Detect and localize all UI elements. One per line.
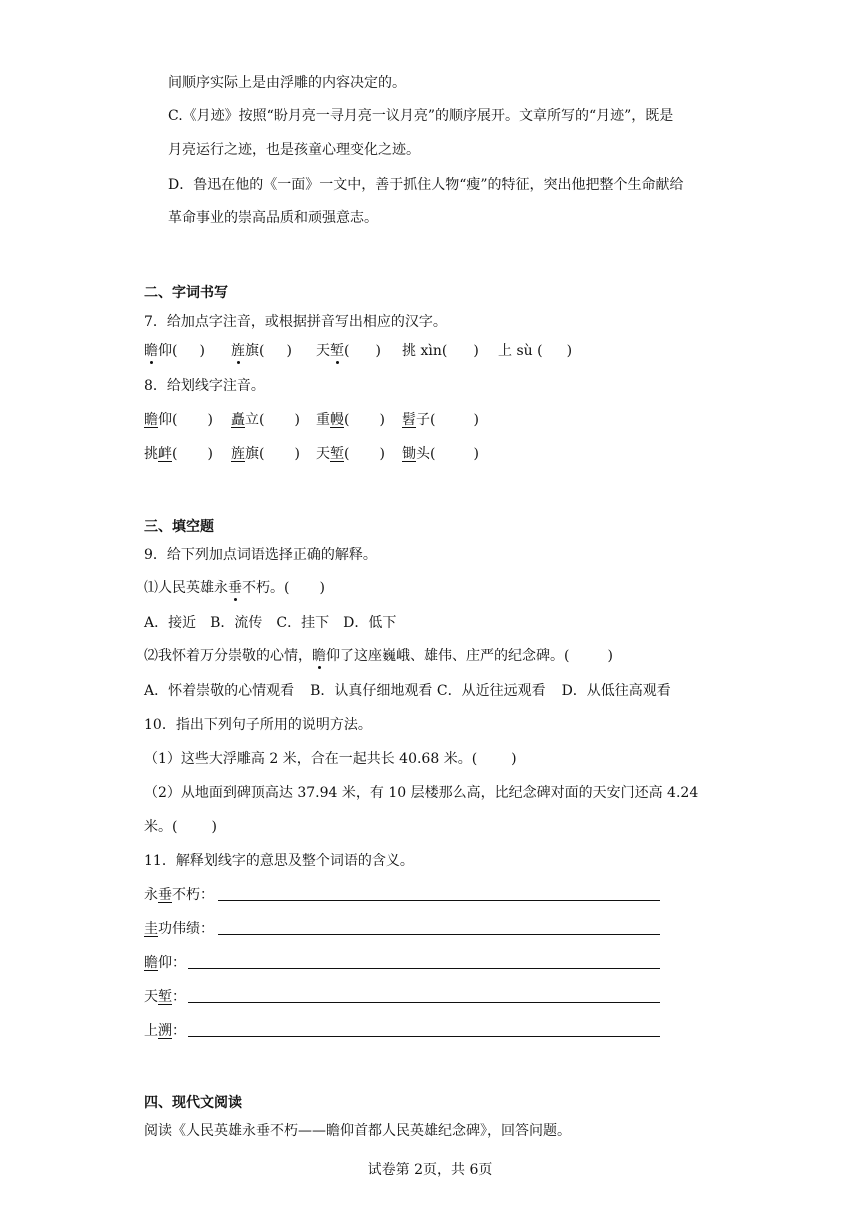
answer-line[interactable] [188,1036,660,1037]
q9-sub1-options [144,613,396,633]
answer-line[interactable] [188,1002,660,1003]
q9-sub1: ⑴人民英雄永垂不朽。( ) [144,580,325,596]
q7-item: 上 sù ( ) [498,343,573,359]
q11-term: 天堑： [144,989,186,1005]
option: A．接近 [144,615,197,631]
q10-prompt: 10．指出下列句子所用的说明方法。 [144,717,372,733]
answer-line[interactable] [188,968,660,969]
q10-sub2-line1: （2）从地面到碑顶高达 37.94 米，有 10 层楼那么高，比纪念碑对面的天安门还高 4.24 [144,785,699,801]
page-footer: 试卷第 2页，共 6页 [367,1162,493,1178]
section-heading-3: 三、填空题 [144,519,214,535]
q10-sub1: （1）这些大浮雕高 2 米，合在一起共长 40.68 米。( ) [144,751,517,767]
option-c-line2: 月亮运行之迹，也是孩童心理变化之迹。 [168,142,420,158]
q11-term: 圭功伟绩： [144,921,214,937]
option: C．挂下 [276,615,330,631]
q8-item: 矗立( ) [231,412,300,428]
q7-prompt: 7．给加点字注音，或根据拼音写出相应的汉字。 [144,314,447,330]
q7-item: 挑 xìn( ) [402,343,479,359]
q10-sub2-line2: 米。( ) [144,819,217,835]
section-heading-4: 四、现代文阅读 [144,1095,242,1111]
q8-item: 锄头( ) [402,446,479,462]
q11-term: 上溯： [144,1023,186,1039]
q7-item: 天堑( ) [316,343,381,359]
option: D．从低往高观看 [561,683,671,699]
section-heading-2: 二、字词书写 [144,285,228,301]
reading-intro: 阅读《人民英雄永垂不朽——瞻仰首都人民英雄纪念碑》，回答问题。 [144,1123,571,1139]
q11-term: 瞻仰： [144,955,186,971]
q8-item: 旌旗( ) [231,446,300,462]
option: B．流传 [210,615,263,631]
option-d-line2: 革命事业的崇高品质和顽强意志。 [168,210,378,226]
option: B．认真仔细地观看 C．从近往远观看 [310,683,546,699]
q9-sub2: ⑵我怀着万分崇敬的心情，瞻仰了这座巍峨、雄伟、庄严的纪念碑。( ) [144,648,613,664]
option-d-line1: D．鲁迅在他的《一面》一文中，善于抓住人物“瘦”的特征，突出他把整个生命献给 [168,177,684,193]
q9-sub2-options [144,681,671,701]
q7-item: 瞻仰( ) [144,343,205,359]
q9-prompt: 9．给下列加点词语选择正确的解释。 [144,547,377,563]
q7-item: 旌旗( ) [231,343,292,359]
option-b-continuation: 间顺序实际上是由浮雕的内容决定的。 [168,75,406,91]
q8-prompt: 8．给划线字注音。 [144,378,265,394]
q8-item: 瞻仰( ) [144,412,213,428]
q8-item: 髫子( ) [402,412,479,428]
option-c-line1: C.《月迹》按照“盼月亮一寻月亮一议月亮”的顺序展开。文章所写的“月迹”，既是 [168,108,674,124]
q11-term: 永垂不朽： [144,887,214,903]
option: D．低下 [343,615,397,631]
answer-line[interactable] [218,934,660,935]
answer-line[interactable] [218,900,660,901]
q11-prompt: 11．解释划线字的意思及整个词语的含义。 [144,853,414,869]
q8-item: 天堑( ) [316,446,385,462]
q8-item: 重幔( ) [316,412,385,428]
option: A．怀着崇敬的心情观看 [144,683,295,699]
q8-item: 挑衅( ) [144,446,213,462]
